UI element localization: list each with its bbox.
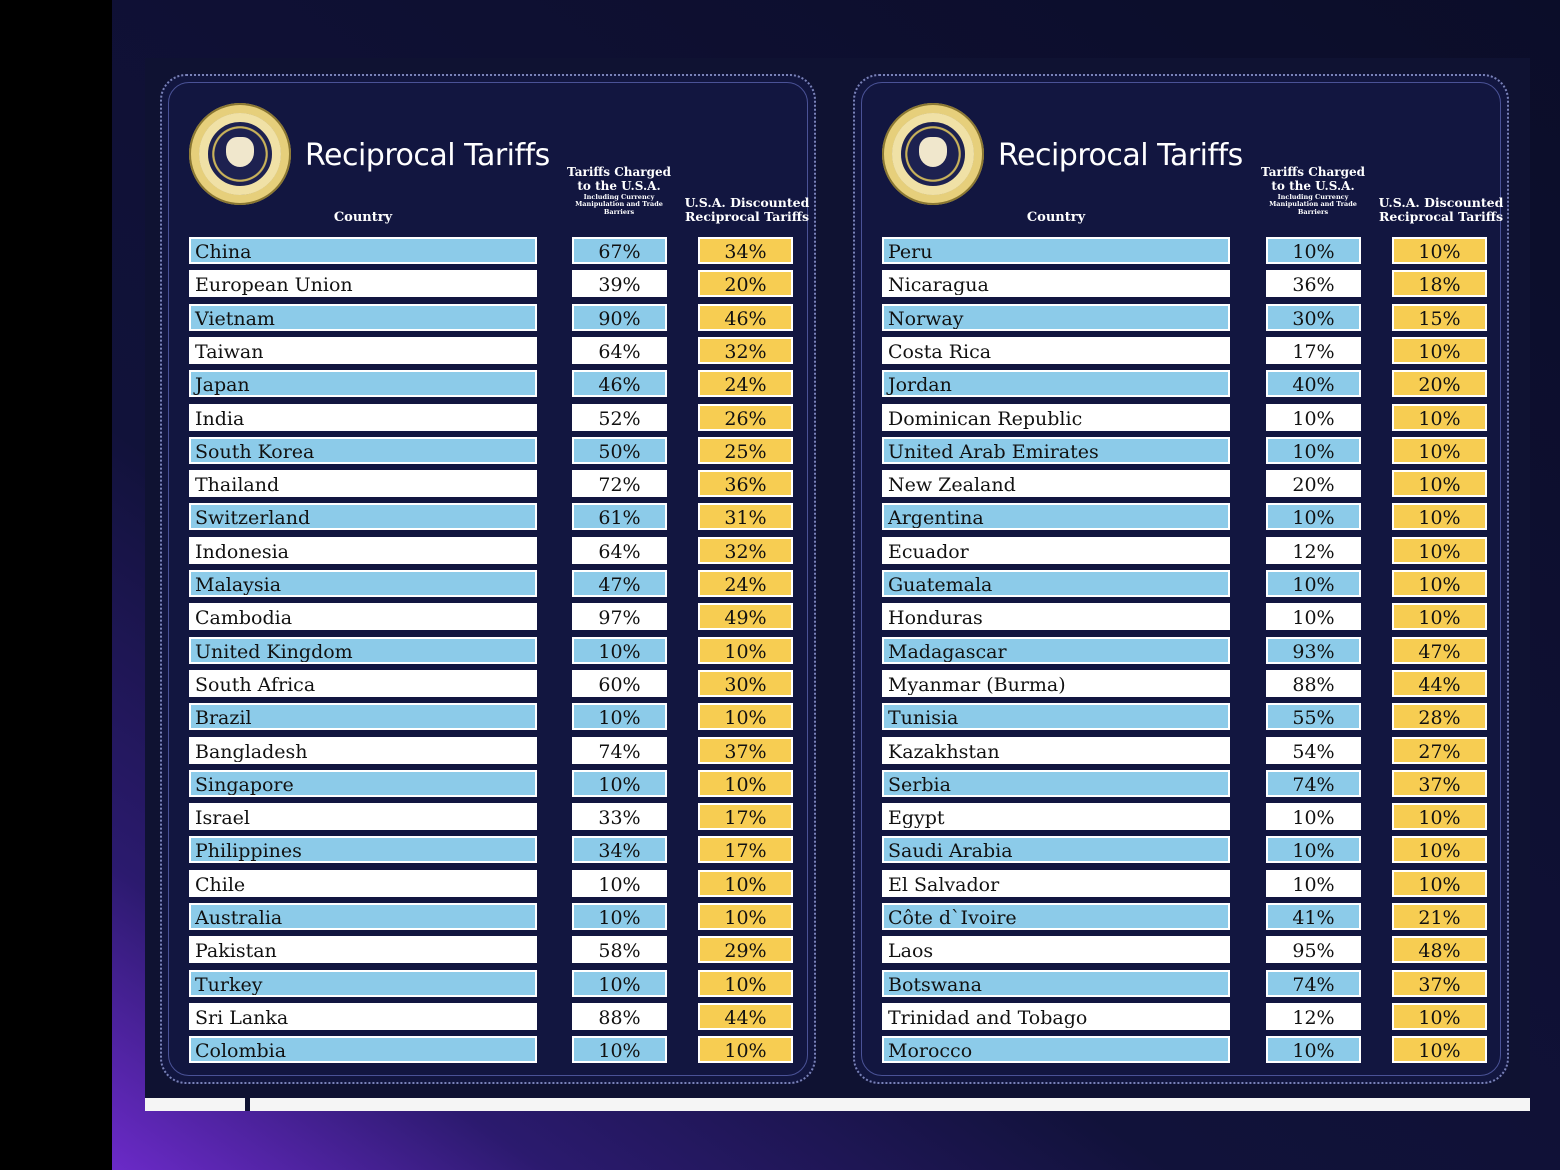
discounted-tariff-cell: 29% bbox=[698, 936, 793, 963]
discounted-tariff-cell: 10% bbox=[1392, 870, 1487, 897]
discounted-tariff-cell: 10% bbox=[1392, 1036, 1487, 1063]
charged-tariff-cell: 55% bbox=[1266, 703, 1361, 730]
discounted-tariff-cell: 44% bbox=[1392, 670, 1487, 697]
charged-tariff-cell: 20% bbox=[1266, 470, 1361, 497]
discounted-tariff-cell: 10% bbox=[1392, 237, 1487, 264]
country-cell: Laos bbox=[882, 936, 1230, 963]
discounted-tariff-cell: 21% bbox=[1392, 903, 1487, 930]
column-header-discounted: U.S.A. Discounted Reciprocal Tariffs bbox=[684, 195, 810, 225]
country-cell: South Korea bbox=[189, 437, 537, 464]
country-cell: Vietnam bbox=[189, 304, 537, 331]
discounted-tariff-cell: 10% bbox=[1392, 603, 1487, 630]
charged-tariff-cell: 34% bbox=[572, 836, 667, 863]
discounted-tariff-cell: 10% bbox=[698, 903, 793, 930]
country-cell: Trinidad and Tobago bbox=[882, 1003, 1230, 1030]
country-cell: Serbia bbox=[882, 770, 1230, 797]
charged-tariff-cell: 10% bbox=[1266, 404, 1361, 431]
charged-tariff-cell: 10% bbox=[572, 903, 667, 930]
country-cell: Jordan bbox=[882, 370, 1230, 397]
charged-tariff-cell: 10% bbox=[1266, 570, 1361, 597]
discounted-tariff-cell: 37% bbox=[698, 737, 793, 764]
charged-tariff-cell: 88% bbox=[1266, 670, 1361, 697]
country-cell: Tunisia bbox=[882, 703, 1230, 730]
charged-tariff-cell: 41% bbox=[1266, 903, 1361, 930]
charged-tariff-cell: 10% bbox=[1266, 803, 1361, 830]
country-cell: Japan bbox=[189, 370, 537, 397]
discounted-tariff-cell: 10% bbox=[698, 703, 793, 730]
discounted-tariff-cell: 44% bbox=[698, 1003, 793, 1030]
charged-tariff-cell: 12% bbox=[1266, 1003, 1361, 1030]
discounted-tariff-cell: 49% bbox=[698, 603, 793, 630]
charged-tariff-cell: 10% bbox=[1266, 603, 1361, 630]
country-cell: Singapore bbox=[189, 770, 537, 797]
discounted-tariff-cell: 46% bbox=[698, 304, 793, 331]
country-cell: Guatemala bbox=[882, 570, 1230, 597]
discounted-tariff-cell: 10% bbox=[698, 970, 793, 997]
charged-tariff-cell: 58% bbox=[572, 936, 667, 963]
discounted-tariff-cell: 30% bbox=[698, 670, 793, 697]
discounted-tariff-cell: 10% bbox=[1392, 337, 1487, 364]
discounted-tariff-cell: 10% bbox=[1392, 503, 1487, 530]
discounted-tariff-cell: 47% bbox=[1392, 637, 1487, 664]
charged-tariff-cell: 10% bbox=[1266, 237, 1361, 264]
discounted-tariff-cell: 48% bbox=[1392, 936, 1487, 963]
country-cell: Madagascar bbox=[882, 637, 1230, 664]
charged-header-note: Including Currency Manipulation and Trade Barriers bbox=[575, 192, 663, 217]
country-cell: Honduras bbox=[882, 603, 1230, 630]
charged-tariff-cell: 61% bbox=[572, 503, 667, 530]
presidential-seal-icon bbox=[189, 103, 291, 205]
charged-tariff-cell: 10% bbox=[572, 703, 667, 730]
discounted-tariff-cell: 28% bbox=[1392, 703, 1487, 730]
discounted-tariff-cell: 10% bbox=[698, 870, 793, 897]
charged-tariff-cell: 74% bbox=[1266, 970, 1361, 997]
country-cell: Costa Rica bbox=[882, 337, 1230, 364]
discounted-tariff-cell: 10% bbox=[1392, 836, 1487, 863]
presidential-seal-icon bbox=[882, 103, 984, 205]
discounted-tariff-cell: 24% bbox=[698, 370, 793, 397]
discounted-tariff-cell: 15% bbox=[1392, 304, 1487, 331]
country-cell: Australia bbox=[189, 903, 537, 930]
country-cell: Kazakhstan bbox=[882, 737, 1230, 764]
charged-header-note: Including Currency Manipulation and Trade Barriers bbox=[1269, 192, 1357, 217]
discounted-tariff-cell: 10% bbox=[1392, 1003, 1487, 1030]
column-header-country: Country bbox=[1026, 210, 1086, 225]
charged-tariff-cell: 95% bbox=[1266, 936, 1361, 963]
charged-tariff-cell: 64% bbox=[572, 537, 667, 564]
charged-tariff-cell: 74% bbox=[572, 737, 667, 764]
charged-tariff-cell: 52% bbox=[572, 404, 667, 431]
discounted-tariff-cell: 10% bbox=[1392, 537, 1487, 564]
charged-tariff-cell: 72% bbox=[572, 470, 667, 497]
discounted-tariff-cell: 37% bbox=[1392, 970, 1487, 997]
video-progress-marker[interactable] bbox=[245, 1098, 250, 1111]
discounted-tariff-cell: 34% bbox=[698, 237, 793, 264]
charged-tariff-cell: 36% bbox=[1266, 270, 1361, 297]
country-cell: United Arab Emirates bbox=[882, 437, 1230, 464]
country-cell: Chile bbox=[189, 870, 537, 897]
charged-tariff-cell: 10% bbox=[1266, 836, 1361, 863]
country-cell: Argentina bbox=[882, 503, 1230, 530]
video-progress-bar[interactable] bbox=[145, 1098, 1530, 1111]
charged-header-label: Tariffs Charged to the U.S.A. bbox=[1260, 165, 1365, 193]
charged-tariff-cell: 74% bbox=[1266, 770, 1361, 797]
discounted-tariff-cell: 18% bbox=[1392, 270, 1487, 297]
charged-tariff-cell: 10% bbox=[572, 1036, 667, 1063]
charged-tariff-cell: 30% bbox=[1266, 304, 1361, 331]
country-cell: Switzerland bbox=[189, 503, 537, 530]
country-cell: Peru bbox=[882, 237, 1230, 264]
charged-tariff-cell: 10% bbox=[1266, 503, 1361, 530]
country-cell: Norway bbox=[882, 304, 1230, 331]
charged-tariff-cell: 10% bbox=[572, 970, 667, 997]
discounted-tariff-cell: 31% bbox=[698, 503, 793, 530]
country-cell: Taiwan bbox=[189, 337, 537, 364]
discounted-tariff-cell: 10% bbox=[1392, 570, 1487, 597]
charged-tariff-cell: 60% bbox=[572, 670, 667, 697]
charged-tariff-cell: 90% bbox=[572, 304, 667, 331]
charged-tariff-cell: 40% bbox=[1266, 370, 1361, 397]
discounted-tariff-cell: 10% bbox=[698, 1036, 793, 1063]
country-cell: New Zealand bbox=[882, 470, 1230, 497]
charged-tariff-cell: 10% bbox=[572, 770, 667, 797]
country-cell: Botswana bbox=[882, 970, 1230, 997]
charged-tariff-cell: 10% bbox=[1266, 1036, 1361, 1063]
country-cell: El Salvador bbox=[882, 870, 1230, 897]
country-cell: Dominican Republic bbox=[882, 404, 1230, 431]
panel-title: Reciprocal Tariffs bbox=[998, 138, 1243, 173]
country-cell: Bangladesh bbox=[189, 737, 537, 764]
discounted-tariff-cell: 32% bbox=[698, 337, 793, 364]
country-cell: Philippines bbox=[189, 836, 537, 863]
country-cell: Saudi Arabia bbox=[882, 836, 1230, 863]
country-cell: Pakistan bbox=[189, 936, 537, 963]
discounted-tariff-cell: 37% bbox=[1392, 770, 1487, 797]
charged-tariff-cell: 93% bbox=[1266, 637, 1361, 664]
charged-tariff-cell: 17% bbox=[1266, 337, 1361, 364]
charged-tariff-cell: 39% bbox=[572, 270, 667, 297]
column-header-discounted: U.S.A. Discounted Reciprocal Tariffs bbox=[1378, 195, 1504, 225]
charged-tariff-cell: 47% bbox=[572, 570, 667, 597]
country-cell: European Union bbox=[189, 270, 537, 297]
discounted-tariff-cell: 17% bbox=[698, 803, 793, 830]
country-cell: Cambodia bbox=[189, 603, 537, 630]
discounted-tariff-cell: 24% bbox=[698, 570, 793, 597]
country-cell: Colombia bbox=[189, 1036, 537, 1063]
country-cell: Thailand bbox=[189, 470, 537, 497]
discounted-tariff-cell: 10% bbox=[1392, 803, 1487, 830]
country-cell: Myanmar (Burma) bbox=[882, 670, 1230, 697]
country-cell: Egypt bbox=[882, 803, 1230, 830]
charged-tariff-cell: 67% bbox=[572, 237, 667, 264]
charged-tariff-cell: 97% bbox=[572, 603, 667, 630]
country-cell: Morocco bbox=[882, 1036, 1230, 1063]
charged-tariff-cell: 10% bbox=[1266, 437, 1361, 464]
discounted-tariff-cell: 27% bbox=[1392, 737, 1487, 764]
country-cell: Nicaragua bbox=[882, 270, 1230, 297]
discounted-tariff-cell: 36% bbox=[698, 470, 793, 497]
country-cell: Brazil bbox=[189, 703, 537, 730]
charged-tariff-cell: 10% bbox=[572, 870, 667, 897]
charged-tariff-cell: 64% bbox=[572, 337, 667, 364]
country-cell: United Kingdom bbox=[189, 637, 537, 664]
country-cell: South Africa bbox=[189, 670, 537, 697]
discounted-tariff-cell: 10% bbox=[1392, 404, 1487, 431]
country-cell: Sri Lanka bbox=[189, 1003, 537, 1030]
charged-header-label: Tariffs Charged to the U.S.A. bbox=[566, 165, 671, 193]
country-cell: Malaysia bbox=[189, 570, 537, 597]
discounted-tariff-cell: 17% bbox=[698, 836, 793, 863]
discounted-tariff-cell: 20% bbox=[1392, 370, 1487, 397]
charged-tariff-cell: 46% bbox=[572, 370, 667, 397]
charged-tariff-cell: 88% bbox=[572, 1003, 667, 1030]
charged-tariff-cell: 12% bbox=[1266, 537, 1361, 564]
column-header-charged bbox=[1257, 166, 1369, 217]
charged-tariff-cell: 50% bbox=[572, 437, 667, 464]
country-cell: India bbox=[189, 404, 537, 431]
country-cell: Indonesia bbox=[189, 537, 537, 564]
country-cell: Turkey bbox=[189, 970, 537, 997]
charged-tariff-cell: 10% bbox=[1266, 870, 1361, 897]
country-cell: Ecuador bbox=[882, 537, 1230, 564]
discounted-tariff-cell: 10% bbox=[1392, 437, 1487, 464]
panel-title: Reciprocal Tariffs bbox=[305, 138, 550, 173]
discounted-tariff-cell: 10% bbox=[698, 637, 793, 664]
country-cell: China bbox=[189, 237, 537, 264]
discounted-tariff-cell: 26% bbox=[698, 404, 793, 431]
discounted-tariff-cell: 20% bbox=[698, 270, 793, 297]
charged-tariff-cell: 33% bbox=[572, 803, 667, 830]
country-cell: Côte d`Ivoire bbox=[882, 903, 1230, 930]
column-header-country: Country bbox=[333, 210, 393, 225]
charged-tariff-cell: 54% bbox=[1266, 737, 1361, 764]
discounted-tariff-cell: 32% bbox=[698, 537, 793, 564]
discounted-tariff-cell: 10% bbox=[698, 770, 793, 797]
charged-tariff-cell: 10% bbox=[572, 637, 667, 664]
discounted-tariff-cell: 25% bbox=[698, 437, 793, 464]
discounted-tariff-cell: 10% bbox=[1392, 470, 1487, 497]
column-header-charged bbox=[563, 166, 675, 217]
country-cell: Israel bbox=[189, 803, 537, 830]
